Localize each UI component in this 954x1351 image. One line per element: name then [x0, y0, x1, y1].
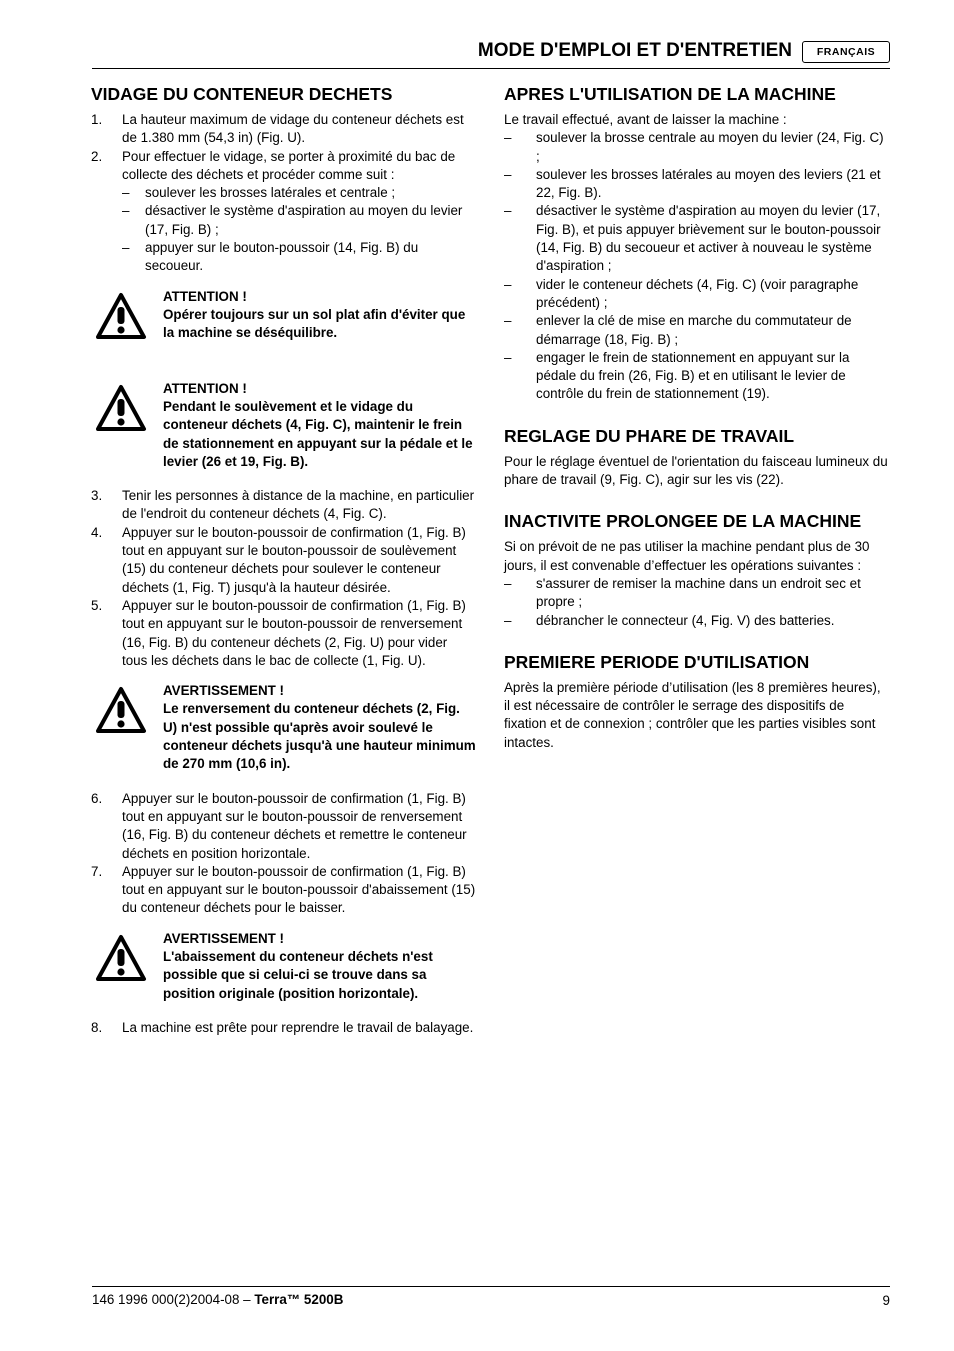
- sub-item-text: soulever les brosses latérales et centrale ;: [145, 185, 396, 201]
- list-item-text: soulever la brosse centrale au moyen du levier (24, Fig. C) ;: [536, 130, 884, 164]
- paragraph: Le travail effectué, avant de laisser la machine :: [504, 112, 787, 127]
- list-item: – vider le conteneur déchets (4, Fig. C) (voir paragraphe précédent) ;: [504, 276, 859, 310]
- list-item: – soulever les brosses latérales au moyen des leviers (21 et 22, Fig. B).: [504, 166, 881, 201]
- steps-list: [91, 111, 476, 276]
- list-item-text: s'assurer de remiser la machine dans un endroit sec et propre ;: [536, 575, 861, 610]
- list-item: [91, 111, 476, 148]
- list-item-text: engager le frein de stationnement en appuyant sur la pédale du frein (26, Fig. B) et en utilisant le levier de contrôle du frein de stationnement (19).: [536, 349, 850, 402]
- warning-title: AVERTISSEMENT !: [163, 930, 285, 946]
- step-number: 1.: [91, 112, 103, 127]
- step-number: 4.: [91, 524, 103, 540]
- step-text: Tenir les personnes à distance de la machine, en particulier de l'endroit du conteneur déchets (4, Fig. C).: [122, 488, 475, 522]
- list-item: [91, 524, 476, 597]
- list-item-text: débrancher le connecteur (4, Fig. V) des batteries.: [536, 612, 835, 628]
- warning-box: [91, 682, 476, 773]
- dash-list: [504, 575, 890, 630]
- warning-text: L'abaissement du conteneur déchets n'est possible que si celui-ci se trouve dans sa position originale (position horizontale).: [163, 948, 433, 1001]
- steps-list: [91, 790, 476, 918]
- list-item: [91, 1019, 476, 1037]
- list-item: – engager le frein de stationnement en appuyant sur la pédale du frein (26, Fig. B) et en utilisant le levier de contrôle du frein de stationnement (19).: [504, 349, 850, 402]
- sub-item-text: appuyer sur le bouton-poussoir (14, Fig. B) du secoueur.: [145, 240, 419, 274]
- step-text: Appuyer sur le bouton-poussoir de confirmation (1, Fig. B) tout en appuyant sur le bouton-poussoir de soulèvement (15) du conteneur déchets pour soulever le conteneur déchets (1, Fig. T) jusqu'à la hauteur désirée.: [122, 524, 466, 595]
- step-number: 6.: [91, 790, 103, 806]
- step-text: Appuyer sur le bouton-poussoir de confirmation (1, Fig. B) tout en appuyant sur le bouton-poussoir de renversement (16, Fig. B) du conteneur déchets (2, Fig. U) pour vider tous les déchets dans le bac de collecte (1, Fig. U).: [122, 597, 466, 668]
- step-number: 5.: [91, 597, 103, 613]
- paragraph: Si on prévoit de ne pas utiliser la machine pendant plus de 30 jours, il est convenable d’effectuer les opérations suivantes :: [504, 539, 870, 573]
- warning-text: Opérer toujours sur un sol plat afin d'éviter que la machine se déséquilibre.: [163, 306, 466, 341]
- left-column: [91, 84, 476, 1037]
- sub-item-text: désactiver le système d'aspiration au moyen du levier (17, Fig. B) ;: [145, 203, 463, 237]
- list-item-text: vider le conteneur déchets (4, Fig. C) (voir paragraphe précédent) ;: [536, 276, 859, 310]
- step-text: Appuyer sur le bouton-poussoir de confirmation (1, Fig. B) tout en appuyant sur le bouton-poussoir d'abaissement (15) du conteneur déchets pour le baisser.: [122, 863, 476, 916]
- page-footer: [92, 1286, 890, 1307]
- paragraph: Pour le réglage éventuel de l'orientation du faisceau lumineux du phare de travail (9, Fig. C), agir sur les vis (22).: [504, 453, 888, 488]
- warning-triangle-icon: [95, 934, 147, 982]
- warning-text: Pendant le soulèvement et le vidage du conteneur déchets (4, Fig. C), maintenir le frein de stationnement en appuyant sur la pédale et le levier (26 et 19, Fig. B).: [163, 398, 473, 469]
- step-number: 2.: [91, 148, 103, 164]
- warning-title: ATTENTION !: [163, 380, 247, 396]
- section-heading: PREMIERE PERIODE D'UTILISATION: [504, 651, 810, 672]
- list-item: [91, 597, 476, 670]
- paragraph: Après la première période d’utilisation (les 8 premières heures), il est nécessaire de contrôler le serrage des dispositifs de fixation et de connexion ; contrôler que les parties visibles sont intactes.: [504, 679, 881, 750]
- list-item: – débrancher le connecteur (4, Fig. V) des batteries.: [504, 612, 835, 628]
- product-name: Terra™ 5200B: [254, 1292, 344, 1307]
- warning-triangle-icon: [95, 384, 147, 432]
- list-item: – soulever les brosses latérales et centrale ;: [122, 185, 396, 201]
- sub-list: [122, 184, 476, 275]
- warning-title: AVERTISSEMENT !: [163, 683, 285, 699]
- step-text: La hauteur maximum de vidage du conteneur déchets est de 1.380 mm (54,3 in) (Fig. U).: [122, 112, 464, 146]
- list-item: – désactiver le système d'aspiration au moyen du levier (17, Fig. B), et puis appuyer brièvement sur le bouton-poussoir (14, Fig. B) du secoueur et activer à nouveau le système d'aspiration ;: [504, 203, 881, 274]
- list-item: – appuyer sur le bouton-poussoir (14, Fig. B) du secoueur.: [122, 240, 419, 274]
- list-item: – désactiver le système d'aspiration au moyen du levier (17, Fig. B) ;: [122, 203, 463, 237]
- step-text: La machine est prête pour reprendre le travail de balayage.: [122, 1019, 474, 1035]
- section-heading: VIDAGE DU CONTENEUR DECHETS: [91, 84, 393, 104]
- steps-list: [91, 1019, 476, 1037]
- warning-triangle-icon: [95, 686, 147, 734]
- list-item: – enlever la clé de mise en marche du commutateur de démarrage (18, Fig. B) ;: [504, 313, 852, 347]
- language-badge: FRANÇAIS: [802, 41, 890, 63]
- section-heading: REGLAGE DU PHARE DE TRAVAIL: [504, 425, 795, 446]
- list-item: – s'assurer de remiser la machine dans un endroit sec et propre ;: [504, 575, 861, 610]
- section-heading: APRES L'UTILISATION DE LA MACHINE: [504, 84, 836, 104]
- warning-text: Le renversement du conteneur déchets (2, Fig. U) n'est possible qu'après avoir soulevé le conteneur déchets jusqu'à une hauteur minimum de 270 mm (10,6 in).: [163, 701, 476, 772]
- list-item: – soulever la brosse centrale au moyen du levier (24, Fig. C) ;: [504, 130, 884, 164]
- attention-box: [91, 380, 476, 471]
- list-item-text: désactiver le système d'aspiration au moyen du levier (17, Fig. B), et puis appuyer brièvement sur le bouton-poussoir (14, Fig. B) du secoueur et activer à nouveau le système d'aspiration ;: [536, 203, 881, 274]
- page-number: 9: [882, 1293, 890, 1308]
- attention-box: [91, 288, 476, 348]
- warning-box: [91, 930, 476, 1003]
- right-column: [504, 84, 890, 752]
- step-number: 3.: [91, 488, 103, 504]
- document-reference: 146 1996 000(2)2004-08 –: [92, 1292, 255, 1307]
- step-number: 7.: [91, 863, 103, 879]
- list-item: [91, 863, 476, 918]
- step-text: Pour effectuer le vidage, se porter à proximité du bac de collecte des déchets et procéder comme suit :: [122, 148, 456, 182]
- warning-triangle-icon: [95, 292, 147, 340]
- list-item: [91, 148, 476, 276]
- steps-list: [91, 487, 476, 670]
- page-header: [92, 40, 890, 69]
- section-heading: INACTIVITE PROLONGEE DE LA MACHINE: [504, 511, 862, 532]
- step-number: 8.: [91, 1019, 103, 1035]
- dash-list: [504, 129, 890, 403]
- list-item-text: enlever la clé de mise en marche du commutateur de démarrage (18, Fig. B) ;: [536, 313, 852, 347]
- list-item-text: soulever les brosses latérales au moyen des leviers (21 et 22, Fig. B).: [536, 166, 881, 201]
- list-item: [91, 790, 476, 863]
- header-title: MODE D'EMPLOI ET D'ENTRETIEN: [477, 40, 792, 61]
- warning-title: ATTENTION !: [163, 288, 247, 304]
- step-text: Appuyer sur le bouton-poussoir de confirmation (1, Fig. B) tout en appuyant sur le bouton-poussoir de renversement (16, Fig. B) du conteneur déchets et remettre le conteneur déchets en position horizontale.: [122, 790, 467, 861]
- list-item: [91, 487, 476, 524]
